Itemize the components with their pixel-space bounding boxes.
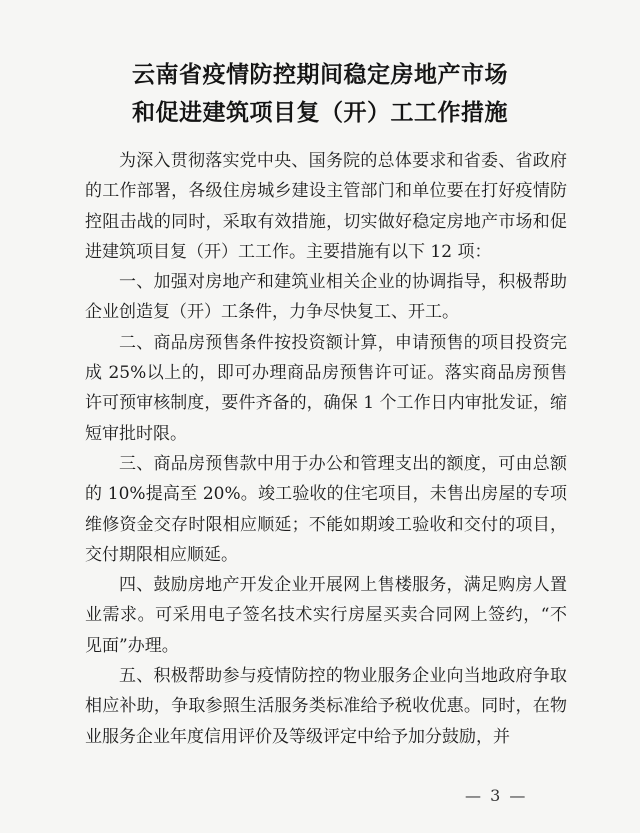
paragraph-item-4: 四、鼓励房地产开发企业开展网上售楼服务，满足购房人置业需求。可采用电子签名技术实行房屋买卖合同网上签约，“不见面”办理。 (85, 575, 567, 656)
paragraph-item-1: 一、加强对房地产和建筑业相关企业的协调指导，积极帮助企业创造复（开）工条件，力争尽快复工、开工。 (85, 272, 567, 323)
paragraph-item-3: 三、商品房预售款中用于办公和管理支出的额度，可由总额的 10%提高至 20%。竣工验收的住宅项目，未售出房屋的专项维修资金交存时限相应顺延；不能如期竣工验收和交付的项目，交付期限相应顺延。 (85, 453, 567, 565)
paragraph-item-5: 五、积极帮助参与疫情防控的物业服务企业向当地政府争取相应补助，争取参照生活服务类标准给予税收优惠。同时，在物业服务企业年度信用评价及等级评定中给予加分鼓励，并 (85, 666, 567, 747)
document-body (85, 146, 567, 752)
paragraph-intro: 为深入贯彻落实党中央、国务院的总体要求和省委、省政府的工作部署，各级住房城乡建设主管部门和单位要在打好疫情防控阻击战的同时，采取有效措施，切实做好稳定房地产市场和促进建筑项目复（开）工工作。主要措施有以下 12 项： (85, 151, 567, 262)
page-number: — 3 — (465, 786, 528, 805)
document-title-line-1: 云南省疫情防控期间稳定房地产市场 (132, 61, 508, 88)
paragraph-item-2: 二、商品房预售条件按投资额计算，申请预售的项目投资完成 25%以上的，即可办理商品房预售许可证。落实商品房预售许可预审核制度，要件齐备的，确保 1 个工作日内审批发证，缩短审批时限。 (85, 332, 567, 444)
document-title-line-2: 和促进建筑项目复（开）工工作措施 (132, 99, 508, 126)
